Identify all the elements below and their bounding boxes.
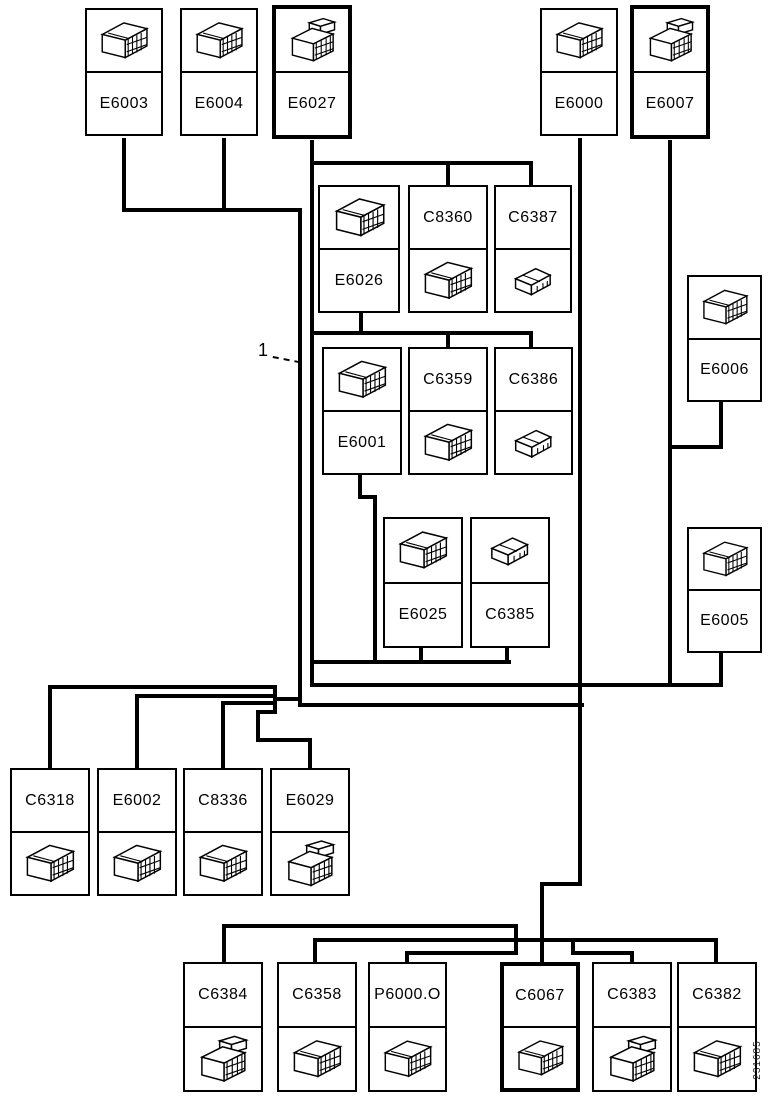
connector-label-cell	[496, 349, 571, 410]
connector-label-cell	[279, 964, 355, 1026]
wire-segment	[222, 138, 226, 212]
connector-id-text: C6359	[423, 370, 473, 388]
connector-drawing-icon	[480, 523, 539, 577]
connector-box-E6025	[383, 517, 463, 648]
connector-drawing-icon	[418, 254, 477, 306]
connector-box-C6387	[494, 185, 572, 313]
wire-segment	[221, 701, 277, 705]
connector-label-cell	[410, 187, 486, 248]
wire-segment	[222, 924, 226, 962]
connector-box-E6002	[97, 768, 177, 896]
connector-drawing-icon	[378, 1032, 437, 1085]
connector-drawing-icon	[697, 281, 752, 333]
connector-box-C6386	[494, 347, 573, 475]
wire-segment	[310, 140, 314, 687]
connector-art-cell	[185, 831, 261, 894]
connector-art-cell	[496, 248, 570, 311]
connector-box-C6359	[408, 347, 488, 475]
wire-segment	[373, 495, 377, 664]
connector-label-cell	[634, 71, 706, 135]
connector-box-E6006	[687, 275, 762, 402]
connector-drawing-icon	[687, 1032, 746, 1085]
connector-drawing-icon	[697, 533, 752, 585]
connector-label-cell	[504, 966, 576, 1026]
wire-segment	[308, 738, 312, 768]
wire-segment	[540, 882, 544, 962]
connector-drawing-icon	[287, 1032, 346, 1085]
connector-art-cell	[370, 1026, 445, 1090]
wire-segment	[48, 685, 52, 768]
connector-id-text: E6005	[700, 612, 749, 629]
connector-box-C6383	[592, 962, 672, 1092]
connector-art-cell	[504, 1026, 576, 1088]
connector-box-P6000.O	[368, 962, 447, 1092]
connector-label-cell	[410, 349, 486, 410]
connector-drawing-icon	[193, 837, 252, 889]
wire-segment	[630, 951, 634, 962]
connector-box-E6027	[272, 5, 352, 139]
connector-id-text: E6026	[334, 271, 384, 289]
connector-box-E6005	[687, 527, 762, 653]
connector-art-cell	[634, 9, 706, 71]
wire-segment	[571, 951, 634, 955]
connector-art-cell	[276, 9, 348, 71]
wire-segment	[578, 138, 582, 886]
connector-drawing-icon	[284, 13, 340, 66]
connector-box-E6004	[180, 8, 258, 136]
wire-segment	[135, 694, 277, 698]
connector-drawing-icon	[418, 416, 477, 468]
connector-box-C6384	[183, 962, 263, 1092]
connector-box-E6000	[540, 8, 618, 136]
wire-segment	[529, 161, 533, 187]
connector-label-cell	[182, 71, 256, 134]
wire-segment	[256, 738, 312, 742]
connector-art-cell	[279, 1026, 355, 1090]
connector-art-cell	[689, 277, 760, 338]
connector-art-cell	[324, 349, 400, 410]
connector-id-text: C6318	[25, 791, 75, 809]
wire-segment	[313, 938, 718, 942]
connector-box-E6007	[630, 5, 710, 139]
connector-id-text: C6384	[198, 986, 248, 1003]
wire-segment	[222, 924, 518, 928]
connector-box-C6382	[677, 962, 757, 1092]
connector-id-text: E6007	[645, 95, 695, 112]
wire-segment	[719, 402, 723, 449]
connector-label-cell	[324, 410, 400, 473]
callout-leader-line	[273, 356, 301, 363]
connector-drawing-icon	[107, 837, 166, 889]
wire-segment	[221, 701, 225, 768]
connector-drawing-icon	[504, 254, 562, 306]
connector-label-cell	[185, 964, 261, 1026]
wire-segment	[668, 445, 721, 449]
connector-drawing-icon	[332, 353, 391, 405]
connector-label-cell	[185, 770, 261, 831]
connector-id-text: E6027	[287, 95, 337, 112]
connector-art-cell	[99, 831, 175, 894]
connector-drawing-icon	[95, 14, 153, 66]
wire-segment	[122, 208, 302, 212]
connector-art-cell	[320, 187, 398, 248]
connector-art-cell	[272, 831, 348, 894]
connector-drawing-icon	[512, 1032, 568, 1084]
connector-art-cell	[472, 519, 548, 582]
connector-id-text: C6358	[292, 986, 342, 1003]
connector-label-cell	[320, 248, 398, 311]
wire-segment	[405, 951, 518, 955]
wire-segment	[310, 660, 511, 664]
connector-id-text: C6385	[485, 605, 535, 623]
connector-label-cell	[385, 582, 461, 647]
wire-segment	[273, 697, 302, 701]
wire-segment	[419, 648, 423, 662]
wire-segment	[446, 161, 450, 187]
wire-segment	[48, 685, 277, 689]
connector-id-text: C6382	[692, 986, 742, 1003]
connector-box-C6385	[470, 517, 550, 648]
connector-label-cell	[99, 770, 175, 831]
wire-segment	[310, 683, 723, 687]
wire-segment	[298, 208, 302, 707]
connector-label-cell	[679, 964, 755, 1026]
connector-drawing-icon	[550, 14, 608, 66]
connector-art-cell	[679, 1026, 755, 1090]
connector-id-text: E6006	[700, 360, 749, 378]
connector-drawing-icon	[504, 416, 563, 468]
connector-box-C6358	[277, 962, 357, 1092]
wire-segment	[135, 694, 139, 768]
connector-id-text: E6002	[112, 791, 162, 809]
connector-drawing-icon	[20, 837, 79, 889]
connector-box-E6003	[85, 8, 163, 136]
connector-art-cell	[385, 519, 461, 582]
connector-drawing-icon	[193, 1032, 252, 1085]
connector-art-cell	[689, 529, 760, 589]
wire-segment	[719, 653, 723, 685]
wire-segment	[668, 140, 672, 685]
connector-id-text: C8360	[423, 208, 473, 226]
connector-art-cell	[410, 248, 486, 311]
connector-drawing-icon	[602, 1032, 661, 1085]
connector-drawing-icon	[329, 191, 390, 243]
wire-segment	[298, 703, 584, 707]
connector-id-text: P6000.O	[374, 986, 441, 1003]
connector-label-cell	[276, 71, 348, 135]
connector-label-cell	[12, 770, 88, 831]
connector-id-text: C8336	[198, 791, 248, 809]
connector-drawing-icon	[280, 837, 339, 889]
connector-box-E6026	[318, 185, 400, 313]
connector-id-text: C6386	[508, 370, 559, 388]
connector-id-text: C6387	[508, 208, 558, 226]
connector-art-cell	[87, 10, 161, 71]
connector-box-E6001	[322, 347, 402, 475]
connector-drawing-icon	[642, 13, 698, 66]
connector-id-text: C6383	[607, 986, 657, 1003]
connector-label-cell	[87, 71, 161, 134]
connector-label-cell	[496, 187, 570, 248]
connector-box-E6029	[270, 768, 350, 896]
wire-segment	[540, 882, 582, 886]
wire-segment	[310, 331, 533, 335]
connector-art-cell	[182, 10, 256, 71]
connector-id-text: E6001	[337, 433, 387, 451]
connector-id-text: E6004	[194, 94, 244, 112]
wire-segment	[313, 938, 317, 962]
connector-id-text: E6025	[398, 605, 448, 623]
connector-label-cell	[689, 338, 760, 401]
connector-label-cell	[272, 770, 348, 831]
figure-number: 231685	[752, 1040, 763, 1080]
connector-art-cell	[185, 1026, 261, 1090]
connector-art-cell	[542, 10, 616, 71]
wire-segment	[310, 161, 533, 165]
connector-label-cell	[370, 964, 445, 1026]
connector-box-C8360	[408, 185, 488, 313]
connector-drawing-icon	[190, 14, 248, 66]
connector-id-text: E6000	[554, 94, 604, 112]
wire-segment	[505, 648, 509, 662]
connector-box-C6067	[500, 962, 580, 1092]
wire-segment	[714, 938, 718, 962]
callout-number: 1	[258, 340, 269, 360]
connector-drawing-icon	[393, 523, 452, 577]
connector-label-cell	[472, 582, 548, 647]
connector-box-C6318	[10, 768, 90, 896]
connector-label-cell	[689, 589, 760, 651]
connector-id-text: C6067	[515, 987, 565, 1004]
connector-art-cell	[410, 410, 486, 473]
wire-segment	[122, 138, 126, 212]
connector-box-C8336	[183, 768, 263, 896]
connector-art-cell	[496, 410, 571, 473]
connector-id-text: E6029	[285, 791, 335, 809]
connector-label-cell	[542, 71, 616, 134]
wire-segment	[405, 951, 409, 962]
connector-label-cell	[594, 964, 670, 1026]
connector-art-cell	[12, 831, 88, 894]
connector-art-cell	[594, 1026, 670, 1090]
connector-id-text: E6003	[99, 94, 149, 112]
